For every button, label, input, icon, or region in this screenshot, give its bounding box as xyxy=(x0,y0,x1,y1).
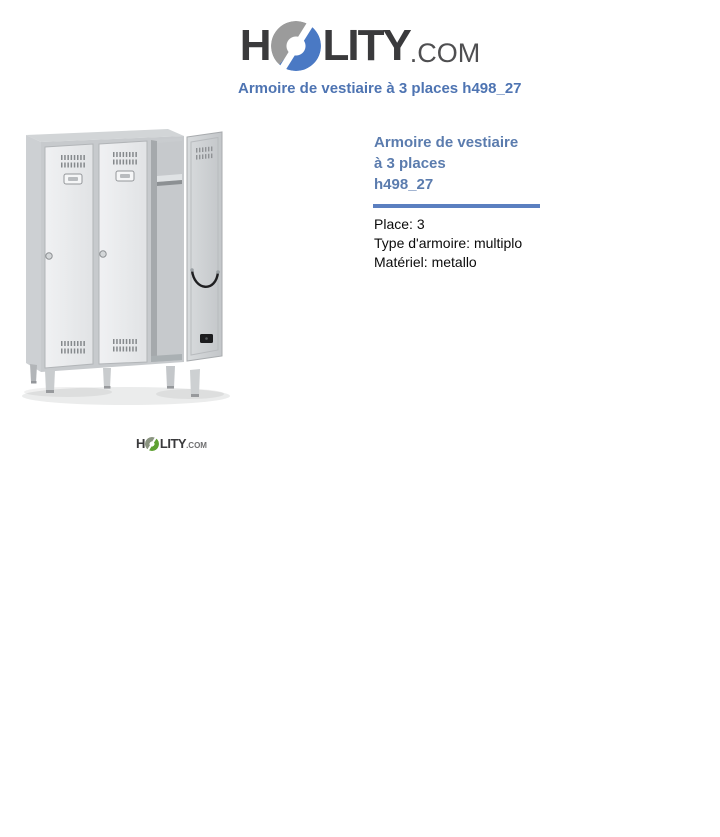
locker-door-1 xyxy=(45,144,93,368)
attribute-row-place: Place: 3 xyxy=(374,216,425,232)
page-title: Armoire de vestiaire à 3 places h498_27 xyxy=(238,80,522,97)
attribute-row-type: Type d'armoire: multiplo xyxy=(374,235,523,251)
lock-1 xyxy=(46,253,52,259)
heading-divider xyxy=(373,204,540,208)
product-heading-line-3: h498_27 xyxy=(374,176,434,193)
logo-letters-lity: LITY xyxy=(322,21,410,70)
product-attributes xyxy=(374,215,549,272)
watermark-letters-lity: LITY xyxy=(159,436,187,451)
attribute-row-material: Matériel: metallo xyxy=(374,254,477,270)
product-heading-line-1: Armoire de vestiaire xyxy=(374,134,519,151)
holity-watermark-logo xyxy=(136,432,207,450)
logo-letter-h: H xyxy=(239,21,270,70)
open-compartment xyxy=(151,138,182,362)
locker-door-2 xyxy=(99,141,147,364)
logo-tld: .COM xyxy=(409,38,481,68)
watermark-letter-h: H xyxy=(136,436,145,451)
watermark-tld: .COM xyxy=(186,440,207,450)
holity-logo xyxy=(0,12,720,68)
cabinet-left-side xyxy=(26,135,41,372)
product-heading xyxy=(374,132,549,195)
product-photo-lockers xyxy=(8,120,236,408)
product-info-panel xyxy=(374,132,549,272)
open-door xyxy=(187,132,222,361)
watermark-o-icon xyxy=(145,437,159,451)
product-heading-line-2: à 3 places xyxy=(374,155,446,172)
lock-2 xyxy=(100,251,106,257)
holity-o-icon xyxy=(271,21,321,71)
